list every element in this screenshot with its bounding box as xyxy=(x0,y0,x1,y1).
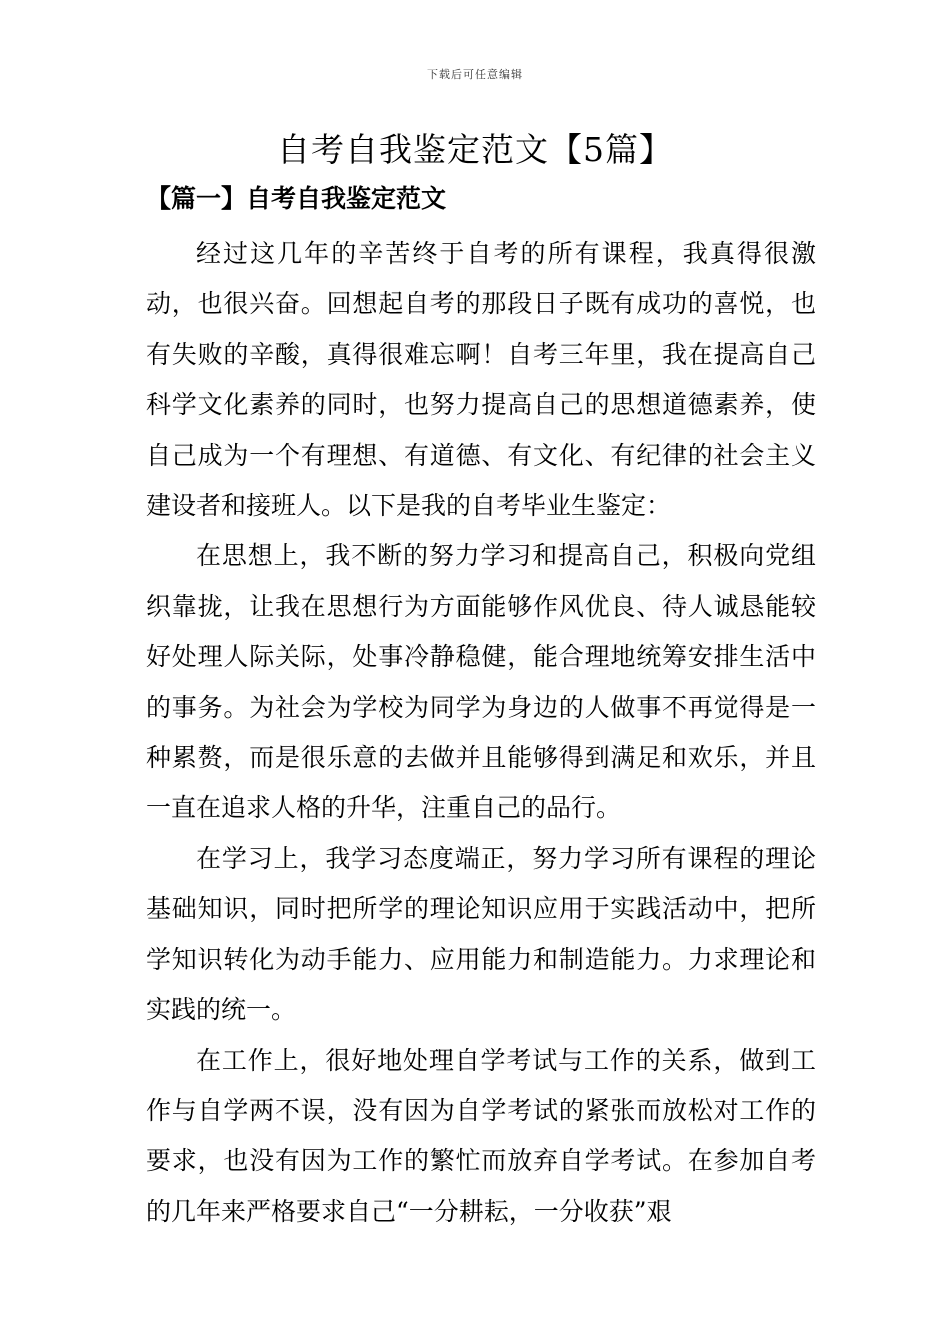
section-heading: 【篇一】自考自我鉴定范文 xyxy=(146,184,447,213)
document-body xyxy=(146,229,816,1237)
document-title: 自考自我鉴定范文【5篇】 xyxy=(277,130,673,169)
paragraph-work: 在工作上，很好地处理自学考试与工作的关系，做到工作与自学两不误，没有因为自学考试的紧张而放松对工作的要求，也没有因为工作的繁忙而放弃自学考试。在参加自考的几年来严格要求自己“一分耕耘，一分收获”艰 xyxy=(146,1045,816,1226)
paragraph-study: 在学习上，我学习态度端正，努力学习所有课程的理论基础知识，同时把所学的理论知识应用于实践活动中，把所学知识转化为动手能力、应用能力和制造能力。力求理论和实践的统一。 xyxy=(146,843,816,1025)
paragraph-thought: 在思想上，我不断的努力学习和提高自己，积极向党组织靠拢，让我在思想行为方面能够作风优良、待人诚恳能较好处理人际关际，处事冷静稳健，能合理地统筹安排生活中的事务。为社会为学校为同学为身边的人做事不再觉得是一种累赘，而是很乐意的去做并且能够得到满足和欢乐，并且一直在追求人格的升华，注重自己的品行。 xyxy=(146,541,816,823)
paragraph-intro: 经过这几年的辛苦终于自考的所有课程，我真得很激动，也很兴奋。回想起自考的那段日子既有成功的喜悦，也有失败的辛酸，真得很难忘啊！自考三年里，我在提高自己科学文化素养的同时，也努力提高自己的思想道德素养，使自己成为一个有理想、有道德、有文化、有纪律的社会主义建设者和接班人。以下是我的自考毕业生鉴定： xyxy=(146,239,816,521)
header-note: 下载后可任意编辑 xyxy=(427,68,523,81)
